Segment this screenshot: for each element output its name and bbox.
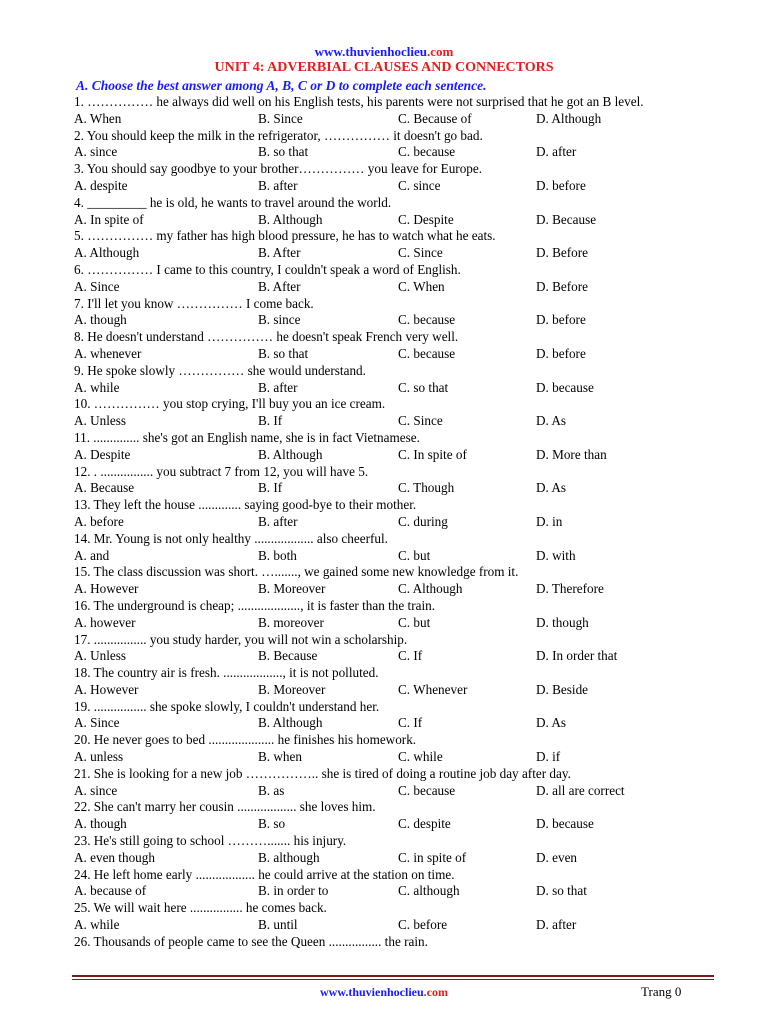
answer-options-row	[72, 682, 712, 699]
answer-options-row	[72, 749, 712, 766]
answer-options-row	[72, 144, 712, 161]
answer-option[interactable]: B. although	[258, 849, 320, 865]
answer-option[interactable]: C. because	[398, 144, 456, 160]
question-list	[72, 94, 712, 951]
question-text: 21. She is looking for a new job …………….. she is tired of doing a routine job day after day.	[74, 765, 571, 781]
answer-option[interactable]: A. Unless	[74, 648, 127, 664]
answer-option[interactable]: A. while	[74, 917, 120, 933]
answer-option[interactable]: A. because of	[74, 883, 147, 899]
question-text: 23. He's still going to school ………....... his injury.	[74, 833, 347, 849]
answer-options-row	[72, 883, 712, 900]
answer-option[interactable]: A. Although	[74, 245, 140, 261]
answer-option[interactable]: C. Although	[398, 581, 463, 597]
answer-option[interactable]: D. so that	[536, 883, 587, 899]
answer-option[interactable]: A. since	[74, 782, 118, 798]
answer-option[interactable]: C. In spite of	[398, 446, 467, 462]
answer-option[interactable]: D. Beside	[536, 681, 589, 697]
answer-option[interactable]: B. as	[258, 782, 285, 798]
answer-option[interactable]: B. so that	[258, 144, 309, 160]
answer-option[interactable]: C. during	[398, 513, 448, 529]
answer-option[interactable]: C. but	[398, 547, 431, 563]
answer-options-row	[72, 312, 712, 329]
answer-options-row	[72, 615, 712, 632]
answer-option[interactable]: B. moreover	[258, 614, 324, 630]
answer-option[interactable]: A. In spite of	[74, 211, 144, 227]
question-text: 17. ................ you study harder, you will not win a scholarship.	[74, 631, 408, 647]
answer-option[interactable]: A. When	[74, 110, 122, 126]
answer-option[interactable]: C. Though	[398, 480, 455, 496]
answer-option[interactable]: C. in spite of	[398, 849, 467, 865]
answer-option[interactable]: A. while	[74, 379, 120, 395]
answer-option[interactable]: D. after	[536, 144, 577, 160]
answer-option[interactable]: B. If	[258, 480, 283, 496]
question-text: 13. They left the house ............. saying good-bye to their mother.	[74, 497, 417, 513]
answer-option[interactable]: B. when	[258, 749, 302, 765]
question-text: 4. _________ he is old, he wants to travel around the world.	[74, 194, 392, 210]
question-text: 15. The class discussion was short. …......., we gained some new knowledge from it.	[74, 564, 519, 580]
answer-option[interactable]: D. because	[536, 816, 594, 832]
answer-option[interactable]: B. Moreover	[258, 681, 326, 697]
answer-option[interactable]: C. When	[398, 278, 445, 294]
answer-option[interactable]: B. Because	[258, 648, 318, 664]
question-text: 25. We will wait here ................ he comes back.	[74, 900, 327, 916]
answer-option[interactable]: A. Unless	[74, 413, 127, 429]
answer-option[interactable]: D. In order that	[536, 648, 618, 664]
question-text: 6. …………… I came to this country, I couldn't speak a word of English.	[74, 261, 461, 277]
answer-option[interactable]: A. however	[74, 614, 136, 630]
answer-option[interactable]: C. because	[398, 782, 456, 798]
answer-option[interactable]: B. Although	[258, 715, 323, 731]
answer-option[interactable]: B. After	[258, 245, 301, 261]
answer-option[interactable]: A. However	[74, 681, 139, 697]
answer-option[interactable]: B. so that	[258, 345, 309, 361]
answer-option[interactable]: A. unless	[74, 749, 124, 765]
answer-option[interactable]: D. before	[536, 177, 586, 193]
answer-option[interactable]: A. despite	[74, 177, 128, 193]
answer-option[interactable]: D. More than	[536, 446, 607, 462]
answer-option[interactable]: B. after	[258, 379, 298, 395]
answer-option[interactable]: B. so	[258, 816, 286, 832]
answer-options-row	[72, 514, 712, 531]
answer-option[interactable]: C. before	[398, 917, 448, 933]
answer-option[interactable]: D. before	[536, 345, 586, 361]
answer-option[interactable]: D. As	[536, 715, 567, 731]
answer-option[interactable]: C. because	[398, 345, 456, 361]
section-instruction: A. Choose the best answer among A, B, C or D to complete each sentence.	[76, 78, 487, 93]
answer-option[interactable]: B. after	[258, 513, 298, 529]
answer-option[interactable]: C. although	[398, 883, 460, 899]
answer-option[interactable]: D. in	[536, 513, 563, 529]
question-text: 22. She can't marry her cousin .................. she loves him.	[74, 799, 376, 815]
answer-option[interactable]: A. before	[74, 513, 124, 529]
question-text: 2. You should keep the milk in the refrigerator, …………… it doesn't go bad.	[74, 127, 483, 143]
answer-option[interactable]: C. If	[398, 648, 423, 664]
question-text: 5. …………… my father has high blood pressure, he has to watch what he eats.	[74, 228, 496, 244]
answer-option[interactable]: B. If	[258, 413, 283, 429]
answer-option[interactable]: D. Before	[536, 245, 588, 261]
answer-option[interactable]: A. Because	[74, 480, 135, 496]
question-text: 12. . ................ you subtract 7 from 12, you will have 5.	[74, 463, 369, 479]
header-site-prefix: www.thuvienhoclieu	[314, 44, 427, 59]
answer-option[interactable]: C. despite	[398, 816, 451, 832]
answer-option[interactable]: C. Whenever	[398, 681, 468, 697]
answer-options-row	[72, 648, 712, 665]
answer-option[interactable]: C. but	[398, 614, 431, 630]
footer-site-suffix: .com	[423, 985, 448, 999]
answer-option[interactable]: D. Because	[536, 211, 597, 227]
answer-option[interactable]: A. since	[74, 144, 118, 160]
question-text: 8. He doesn't understand …………… he doesn't speak French very well.	[74, 329, 459, 345]
answer-option[interactable]: B. Since	[258, 110, 303, 126]
answer-option[interactable]: A. though	[74, 816, 127, 832]
question-text: 14. Mr. Young is not only healthy .................. also cheerful.	[74, 530, 388, 546]
answer-option[interactable]: B. after	[258, 177, 298, 193]
answer-option[interactable]: A. However	[74, 581, 139, 597]
question-text: 9. He spoke slowly …………… she would understand.	[74, 362, 366, 378]
answer-options-row	[72, 581, 712, 598]
answer-options-row	[72, 111, 712, 128]
footer-site-prefix: www.thuvienhoclieu	[319, 985, 424, 999]
answer-option[interactable]: D. Although	[536, 110, 602, 126]
question-text: 18. The country air is fresh. .................., it is not polluted.	[74, 665, 379, 681]
answer-option[interactable]: D. all are correct	[536, 782, 625, 798]
answer-option[interactable]: B. Moreover	[258, 581, 326, 597]
answer-option[interactable]: A. and	[74, 547, 110, 563]
answer-option[interactable]: C. If	[398, 715, 423, 731]
question-text: 20. He never goes to bed .................... he finishes his homework.	[74, 732, 417, 748]
answer-option[interactable]: D. before	[536, 312, 586, 328]
answer-option[interactable]: D. Therefore	[536, 581, 604, 597]
question-text: 24. He left home early .................. he could arrive at the station on time.	[74, 866, 455, 882]
answer-options-row	[72, 548, 712, 565]
answer-option[interactable]: B. Although	[258, 211, 323, 227]
answer-option[interactable]: C. Despite	[398, 211, 454, 227]
answer-option[interactable]: A. Despite	[74, 446, 131, 462]
answer-option[interactable]: A. even though	[74, 849, 155, 865]
answer-options-row	[72, 816, 712, 833]
answer-option[interactable]: C. since	[398, 177, 441, 193]
answer-option[interactable]: C. while	[398, 749, 443, 765]
question-text: 19. ................ she spoke slowly, I couldn't understand her.	[74, 698, 380, 714]
answer-options-row	[72, 346, 712, 363]
question-text: 16. The underground is cheap; ..................., it is faster than the train.	[74, 597, 435, 613]
answer-option[interactable]: D. after	[536, 917, 577, 933]
answer-option[interactable]: A. whenever	[74, 345, 142, 361]
answer-option[interactable]: D. if	[536, 749, 561, 765]
answer-options-row	[72, 480, 712, 497]
answer-option[interactable]: B. both	[258, 547, 297, 563]
answer-options-row	[72, 245, 712, 262]
answer-option[interactable]: D. As	[536, 413, 567, 429]
question-text: 26. Thousands of people came to see the Queen ................ the rain.	[74, 933, 428, 949]
answer-option[interactable]: C. because	[398, 312, 456, 328]
answer-option[interactable]: D. even	[536, 849, 578, 865]
footer-divider	[72, 975, 714, 977]
answer-options-row	[72, 413, 712, 430]
answer-options-row	[72, 783, 712, 800]
answer-option[interactable]: B. in order to	[258, 883, 329, 899]
answer-option[interactable]: C. Since	[398, 413, 443, 429]
page-number: Trang 0	[641, 984, 682, 999]
answer-options-row	[72, 715, 712, 732]
answer-option[interactable]: A. Since	[74, 278, 120, 294]
answer-options-row	[72, 850, 712, 867]
answer-option[interactable]: A. though	[74, 312, 127, 328]
answer-option[interactable]: C. Because of	[398, 110, 472, 126]
question-text: 3. You should say goodbye to your brother…………… you leave for Europe.	[74, 161, 483, 177]
footer-divider-thin	[72, 979, 714, 980]
unit-title: UNIT 4: ADVERBIAL CLAUSES AND CONNECTORS	[214, 60, 554, 75]
answer-options-row	[72, 279, 712, 296]
answer-option[interactable]: C. so that	[398, 379, 449, 395]
answer-option[interactable]: B. Although	[258, 446, 323, 462]
answer-option[interactable]: B. until	[258, 917, 298, 933]
answer-option[interactable]: D. As	[536, 480, 567, 496]
answer-option[interactable]: C. Since	[398, 245, 443, 261]
answer-option[interactable]: D. with	[536, 547, 576, 563]
header-site-suffix: .com	[426, 44, 454, 59]
question-text: 11. .............. she's got an English name, she is in fact Vietnamese.	[74, 429, 420, 445]
answer-option[interactable]: D. though	[536, 614, 589, 630]
question-text: 7. I'll let you know …………… I come back.	[74, 295, 314, 311]
answer-option[interactable]: B. since	[258, 312, 301, 328]
answer-option[interactable]: B. After	[258, 278, 301, 294]
question-text: 10. …………… you stop crying, I'll buy you an ice cream.	[74, 396, 386, 412]
question-text: 1. …………… he always did well on his English tests, his parents were not surprised that he got an B level.	[74, 94, 644, 109]
answer-option[interactable]: D. Before	[536, 278, 588, 294]
answer-options-row	[72, 447, 712, 464]
answer-option[interactable]: D. because	[536, 379, 594, 395]
answer-options-row	[72, 212, 712, 229]
header-site-link[interactable]	[0, 44, 768, 60]
answer-options-row	[72, 380, 712, 397]
answer-options-row	[72, 917, 712, 934]
answer-option[interactable]: A. Since	[74, 715, 120, 731]
answer-options-row	[72, 178, 712, 195]
